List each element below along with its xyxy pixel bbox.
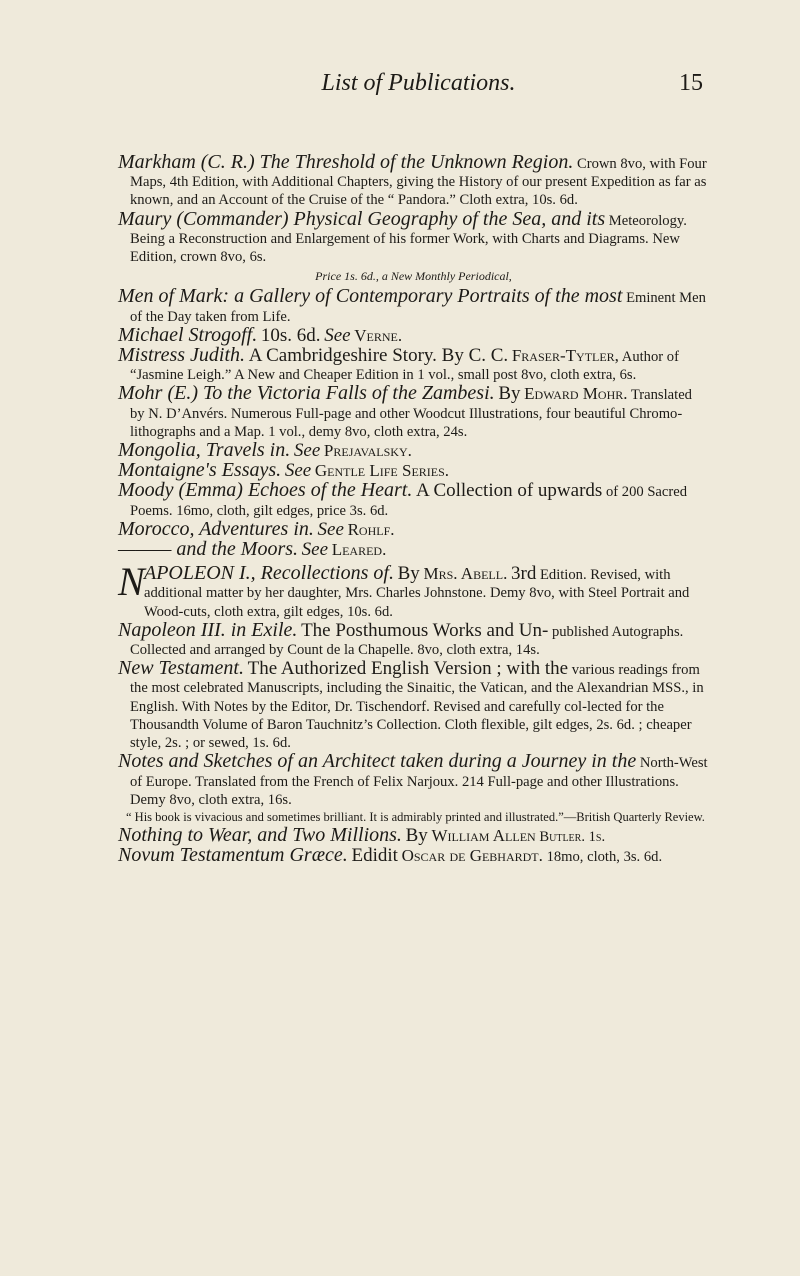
list-entry: Morocco, Adventures in. See Rohlf. bbox=[118, 517, 395, 540]
list-entry: Mohr (E.) To the Victoria Falls of the Zambesi. By Edward Mohr. Translated by N. D’Anvérs. Numerous Full-page and other Woodcut Illustrations, four beautiful Chromo-lithographs and a Map. 1 vol., demy 8vo, cloth extra, 24s. bbox=[118, 382, 692, 440]
list-entry: New Testament. The Authorized English Version ; with the various readings from the most celebrated Manuscripts, including the Sinaitic, the Vatican, and the Alexandrian MSS., in English. With Notes by the Editor, Dr. Tischendorf. Revised and carefully col-lected for the Thousandth Volume of Baron Tauchnitz’s Collection. Cloth flexible, gilt edges, 2s. 6d. ; cheaper style, 2s. ; or sewed, 1s. 6d. bbox=[118, 657, 704, 752]
running-title: List of Publications. bbox=[321, 70, 516, 96]
publication-list bbox=[118, 153, 709, 866]
list-entry: Michael Strogoff. 10s. 6d. See Verne. bbox=[118, 323, 403, 346]
review-quote: “ His book is vivacious and sometimes brilliant. It is admirably printed and illustrated.”—British Quarterly Review. bbox=[126, 809, 705, 824]
list-entry: N APOLEON I., Recollections of. By Mrs. Abell. 3rd Edition. Revised, with additional matter by her daughter, Mrs. Charles Johnstone. Demy 8vo, with Steel Portrait and Wood-cuts, cloth extra, gilt edges, 10s. 6d. bbox=[118, 559, 690, 620]
price-note: Price 1s. 6d., a New Monthly Periodical, bbox=[315, 269, 512, 284]
list-entry: ——— and the Moors. See Leared. bbox=[118, 538, 387, 561]
list-entry: Men of Mark: a Gallery of Contemporary Portraits of the most Eminent Men of the Day taken from Life. bbox=[118, 285, 706, 325]
list-entry: Montaigne's Essays. See Gentle Life Series. bbox=[118, 459, 450, 482]
list-entry: Mongolia, Travels in. See Prejavalsky. bbox=[118, 439, 412, 462]
page-number: 15 bbox=[679, 70, 703, 96]
list-entry: Maury (Commander) Physical Geography of the Sea, and its Meteorology. Being a Reconstruction and Enlargement of his former Work, with Charts and Diagrams. New Edition, crown 8vo, 6s. bbox=[118, 207, 687, 266]
list-entry: Novum Testamentum Græce. Edidit Oscar de Gebhardt. 18mo, cloth, 3s. 6d. bbox=[118, 844, 663, 867]
drop-cap: N bbox=[118, 559, 145, 605]
list-entry: Mistress Judith. A Cambridgeshire Story. By C. C. Fraser-Tytler, Author of “Jasmine Leigh.” A New and Cheaper Edition in 1 vol., small post 8vo, cloth extra, 6s. bbox=[118, 344, 679, 384]
list-entry: Nothing to Wear, and Two Millions. By William Allen Butler. 1s. bbox=[118, 823, 606, 846]
list-entry: Napoleon III. in Exile. The Posthumous Works and Un- published Autographs. Collected and arranged by Count de la Chapelle. 8vo, cloth extra, 14s. bbox=[118, 618, 684, 659]
list-entry: Notes and Sketches of an Architect taken during a Journey in the North-West of Europe. Translated from the French of Felix Narjoux. 214 Full-page and other Illustrations. Demy 8vo, cloth extra, 16s. bbox=[118, 750, 708, 808]
running-header bbox=[118, 70, 703, 97]
list-entry: Moody (Emma) Echoes of the Heart. A Collection of upwards of 200 Sacred Poems. 16mo, cloth, gilt edges, price 3s. 6d. bbox=[118, 479, 688, 519]
list-entry: Markham (C. R.) The Threshold of the Unknown Region. Crown 8vo, with Four Maps, 4th Edition, with Additional Chapters, giving the History of our present Expedition as far as known, and an Account of the Cruise of the “ Pandora.” Cloth extra, 10s. 6d. bbox=[118, 151, 707, 209]
